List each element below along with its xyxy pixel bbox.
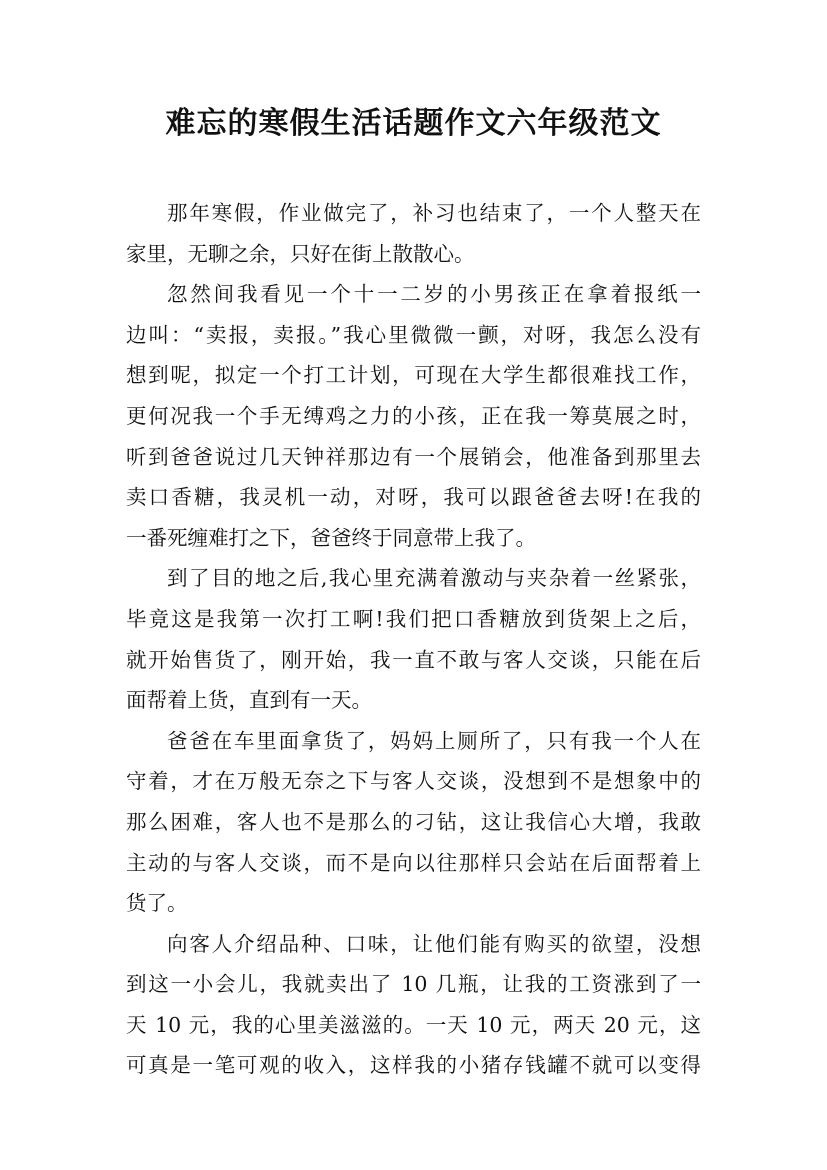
paragraph-4-line-4: 主动的与客人交谈，而不是向以往那样只会站在后面帮着上 bbox=[126, 850, 701, 875]
paragraph-1-line-1: 那年寒假，作业做完了，补习也结束了，一个人整天在 bbox=[167, 201, 701, 225]
paragraph-5-line-2: 到这一小会儿，我就卖出了 10 几瓶，让我的工资涨到了一 bbox=[126, 972, 701, 997]
paragraph-3-line-1: 到了目的地之后,我心里充满着激动与夹杂着一丝紧张， bbox=[167, 566, 701, 591]
paragraph-5-line-4: 可真是一笔可观的收入，这样我的小猪存钱罐不就可以变得 bbox=[126, 1053, 701, 1078]
paragraph-2-line-7: 一番死缠难打之下，爸爸终于同意带上我了。 bbox=[126, 525, 536, 550]
paragraph-5-line-3: 天 10 元，我的心里美滋滋的。一天 10 元，两天 20 元，这 bbox=[126, 1012, 701, 1037]
paragraph-2-line-6: 卖口香糖，我灵机一动，对呀，我可以跟爸爸去呀!在我的 bbox=[126, 485, 701, 510]
paragraph-1-line-2: 家里，无聊之余，只好在街上散散心。 bbox=[126, 241, 475, 266]
document-title: 难忘的寒假生活话题作文六年级范文 bbox=[165, 106, 662, 141]
paragraph-3-line-4: 面帮着上货，直到有一天。 bbox=[126, 688, 372, 713]
paragraph-3-line-3: 就开始售货了，刚开始，我一直不敢与客人交谈，只能在后 bbox=[126, 647, 701, 672]
paragraph-2-line-4: 更何况我一个手无缚鸡之力的小孩，正在我一筹莫展之时， bbox=[126, 403, 701, 428]
paragraph-4-line-3: 那么困难，客人也不是那么的刁钻，这让我信心大增，我敢 bbox=[126, 809, 701, 834]
paragraph-2-line-5: 听到爸爸说过几天钟祥那边有一个展销会，他准备到那里去 bbox=[126, 444, 701, 469]
paragraph-4-line-2: 守着，才在万般无奈之下与客人交谈，没想到不是想象中的 bbox=[126, 769, 701, 794]
paragraph-5-line-1: 向客人介绍品种、口味，让他们能有购买的欲望，没想 bbox=[167, 931, 701, 956]
paragraph-2-line-1: 忽然间我看见一个十一二岁的小男孩正在拿着报纸一 bbox=[167, 282, 701, 307]
paragraph-4-line-5: 货了。 bbox=[126, 891, 188, 916]
paragraph-2-line-3: 想到呢，拟定一个打工计划，可现在大学生都很难找工作， bbox=[126, 363, 701, 388]
paragraph-4-line-1: 爸爸在车里面拿货了，妈妈上厕所了，只有我一个人在 bbox=[167, 728, 701, 753]
document-body bbox=[126, 193, 701, 1086]
paragraph-2-line-2: 边叫：“卖报，卖报。”我心里微微一颤，对呀，我怎么没有 bbox=[126, 322, 701, 347]
paragraph-3-line-2: 毕竟这是我第一次打工啊!我们把口香糖放到货架上之后， bbox=[126, 606, 701, 631]
